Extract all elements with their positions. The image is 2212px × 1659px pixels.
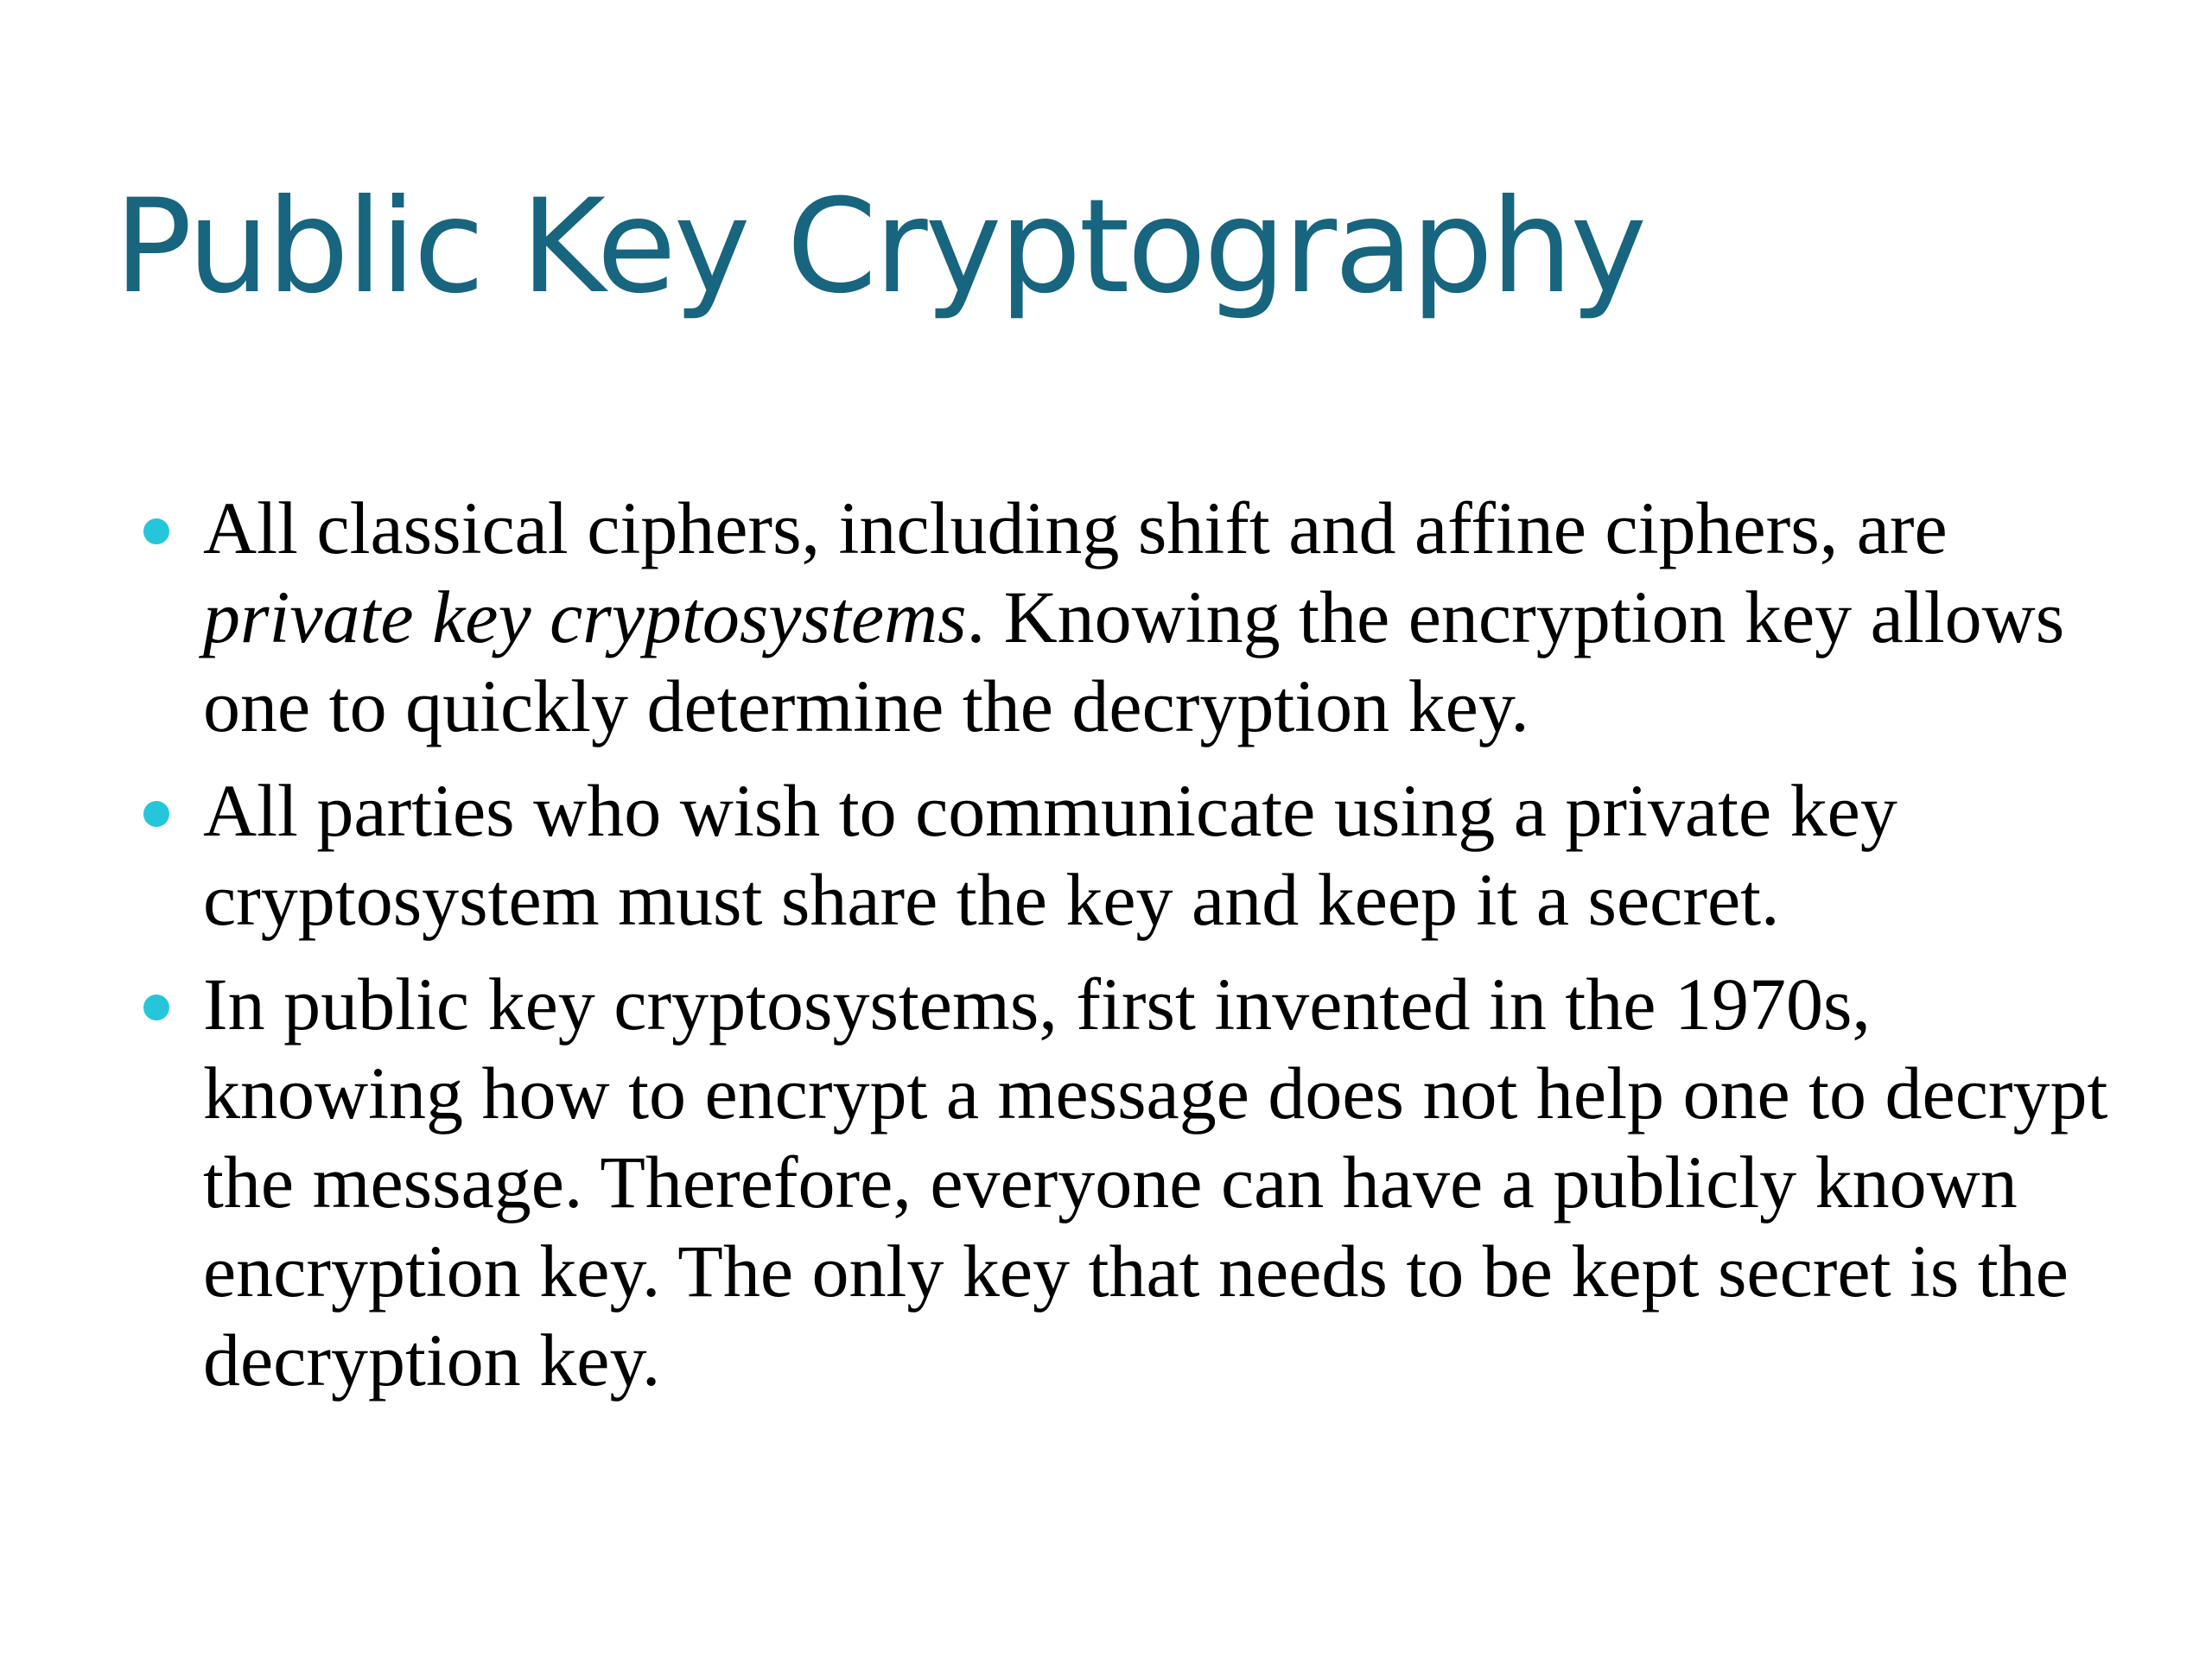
bullet-dot-icon [143, 801, 169, 827]
bullet-dot-icon [143, 518, 169, 544]
bullet-item [130, 960, 2108, 1405]
bullet-text-italic: private key cryptosystems [203, 575, 967, 658]
bullet-item [130, 766, 2108, 944]
bullet-list [130, 484, 2108, 1421]
bullet-item [130, 484, 2108, 751]
bullet-text: All parties who wish to communicate using a private key cryptosystem must share the key and keep it a secret. [203, 769, 1897, 941]
bullet-text-segment: All classical ciphers, including shift and affine ciphers, are [203, 486, 1948, 569]
bullet-text-segment: . Knowing the encryption key allows one to quickly determine the decryption key. [203, 575, 2065, 747]
bullet-text: In public key cryptosystems, first invented in the 1970s, knowing how to encrypt a message does not help one to decrypt the message. Therefore, everyone can have a publicly known encryption key. The only key that needs to be kept secret is the decryption key. [203, 963, 2108, 1402]
bullet-text [203, 486, 2064, 747]
slide-title: Public Key Cryptography [114, 172, 1645, 322]
bullet-dot-icon [143, 995, 169, 1020]
